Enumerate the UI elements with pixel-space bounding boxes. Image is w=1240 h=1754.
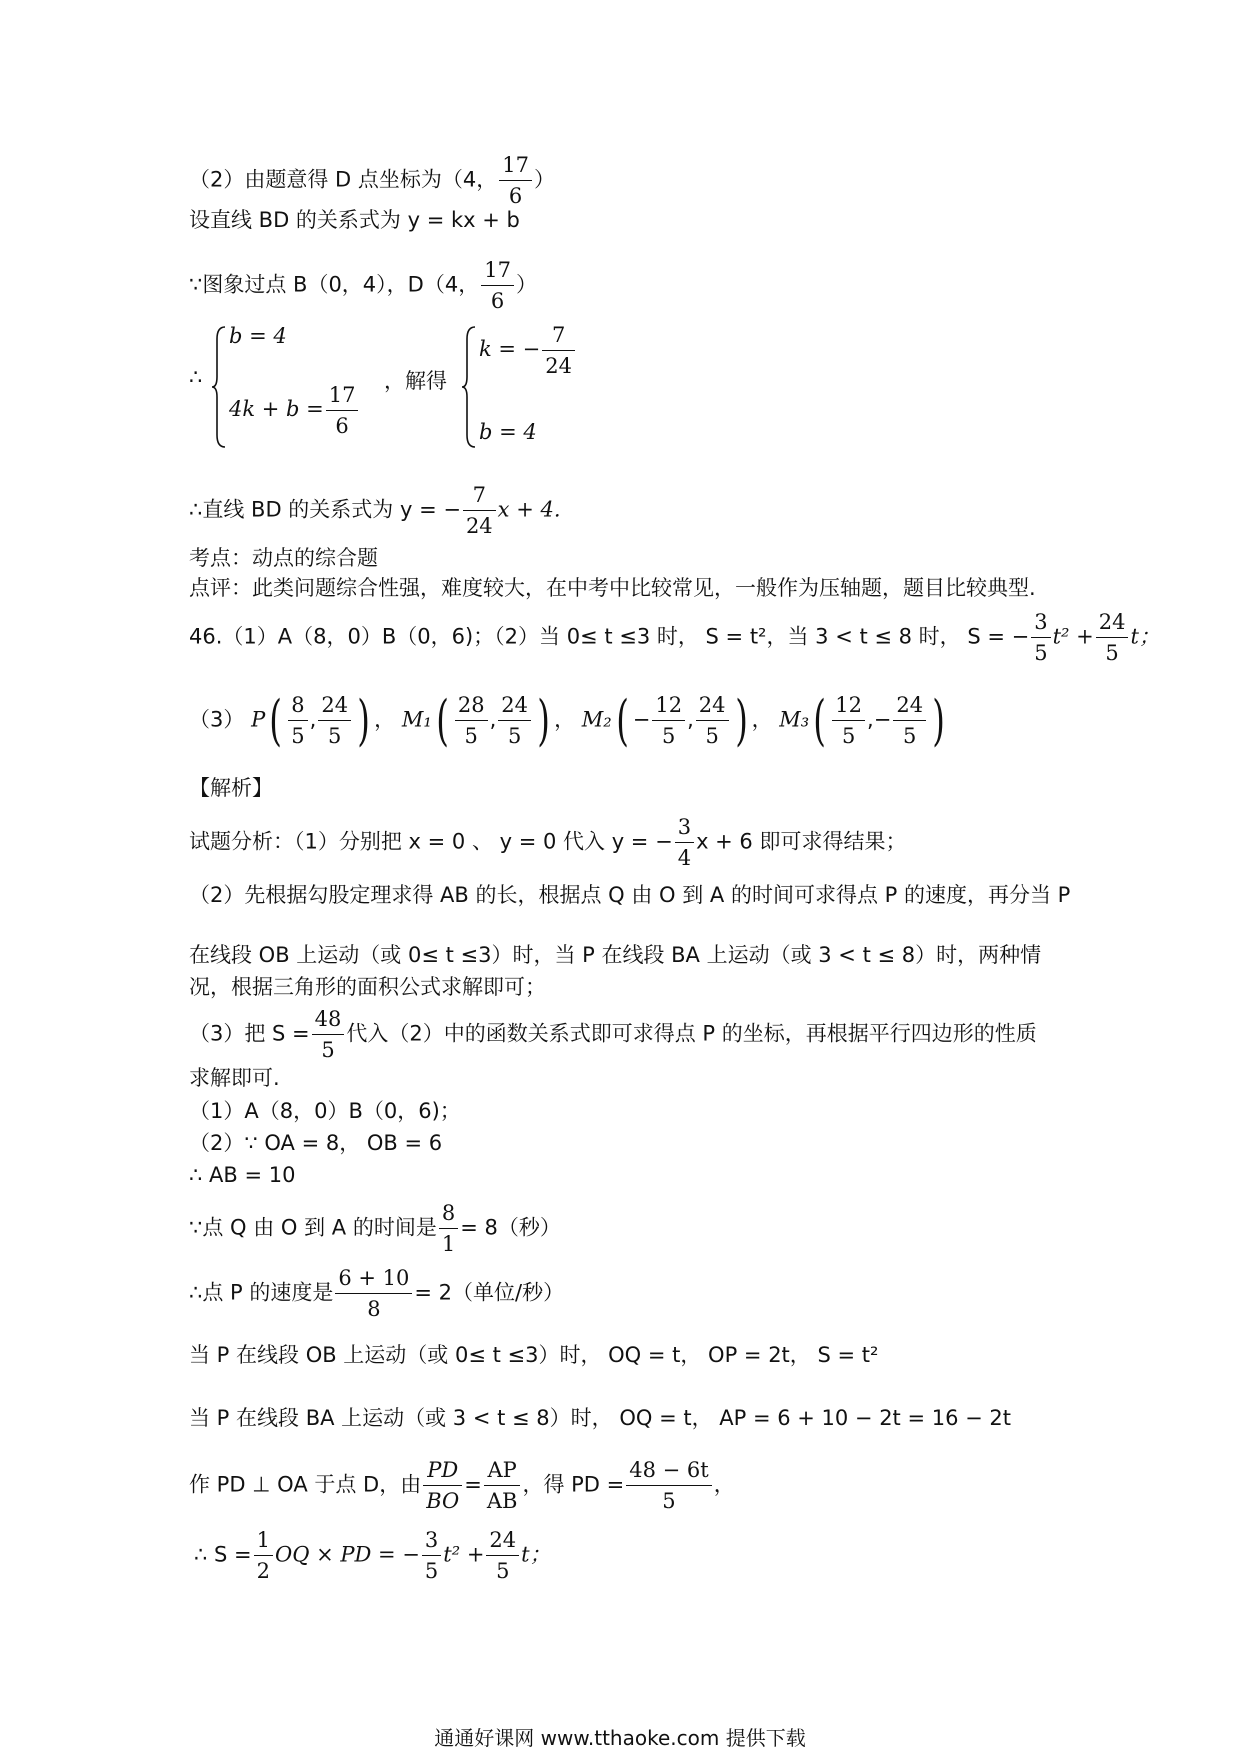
solution-6: 当 P 在线段 OB 上运动（或 0≤ t ≤3）时， OQ = t， OP = 2t， S = t² — [189, 1343, 879, 1367]
kaodian-line: 考点：动点的综合题 — [189, 546, 378, 570]
text: ∴直线 BD 的关系式为 y = − — [189, 497, 461, 522]
text: t； — [1130, 624, 1160, 649]
solution-3: ∴ AB = 10 — [189, 1163, 296, 1187]
fraction: $\frac{17}{6}$ — [481, 255, 514, 316]
text: 作 PD ⊥ OA 于点 D，由 — [189, 1472, 422, 1497]
fraction: $\frac{PD}{BO}$ — [423, 1455, 462, 1516]
fraction: $\frac{1}{2}$ — [254, 1525, 273, 1586]
fraction: $\frac{7}{24}$ — [463, 480, 496, 541]
fraction: $\frac{6 + 10}{8}$ — [335, 1263, 412, 1324]
point-label: M₁ — [401, 707, 432, 732]
text: ∵图象过点 B（0，4），D（4， — [189, 272, 480, 297]
fraction: $\frac{7}{24}$ — [542, 320, 575, 381]
left-brace-1 — [211, 325, 227, 450]
text: 46.（1）A（8，0）B（0，6)；（2）当 0≤ t ≤3 时， S = t²，当 3 < t ≤ 8 时， S = − — [189, 624, 1030, 649]
point-label: M₃ — [779, 707, 810, 732]
line-d-coordinate — [189, 150, 555, 211]
point-label: P — [251, 707, 266, 732]
line-bd-result — [189, 480, 561, 541]
analysis-3-line2: 求解即可. — [189, 1066, 280, 1090]
text: ， — [713, 1472, 735, 1497]
analysis-3 — [189, 1004, 1037, 1065]
fraction: $\frac{17}{6}$ — [326, 380, 359, 441]
text: ∴点 P 的速度是 — [189, 1280, 334, 1305]
equation: k = − $\frac{7}{24}$ — [479, 320, 577, 381]
dianping-line: 点评：此类问题综合性强，难度较大，在中考中比较常见，一般作为压轴题，题目比较典型. — [189, 576, 1036, 600]
text: 试题分析：（1）分别把 x = 0 、 y = 0 代入 y = − — [189, 829, 673, 854]
text: （3） — [189, 707, 245, 732]
analysis-2-line2: 在线段 OB 上运动（或 0≤ t ≤3）时，当 P 在线段 BA 上运动（或 3 < t ≤ 8）时，两种情 — [189, 943, 1042, 967]
text: ，得 PD = — [522, 1472, 625, 1497]
line-bd-form: 设直线 BD 的关系式为 y = kx + b — [189, 208, 520, 232]
text: t² + — [1052, 624, 1094, 649]
analysis-2-line1: （2）先根据勾股定理求得 AB 的长，根据点 Q 由 O 到 A 的时间可求得点 P 的速度，再分当 P — [189, 883, 1071, 907]
text: = 2（单位/秒） — [414, 1280, 565, 1305]
fraction: $\frac{48 - 6t}{5}$ — [626, 1455, 711, 1516]
text: ∴ S = — [194, 1542, 252, 1567]
fraction: $\frac{AP}{AB}$ — [484, 1455, 521, 1516]
fraction: $\frac{48}{5}$ — [312, 1004, 345, 1065]
text: ） — [533, 167, 555, 192]
fraction: $\frac{24}{5}$ — [486, 1525, 519, 1586]
therefore-symbol: ∴ — [189, 365, 203, 389]
fraction: $\frac{8}{1}$ — [439, 1198, 458, 1259]
page-footer: 通通好课网 www.tthaoke.com 提供下载 — [434, 1726, 806, 1750]
equation: b = 4 — [229, 324, 287, 348]
solution-1: （1）A（8，0）B（0，6)； — [189, 1099, 461, 1123]
fraction: $\frac{17}{6}$ — [499, 150, 532, 211]
equation: b = 4 — [479, 420, 537, 444]
text: ∵点 Q 由 O 到 A 的时间是 — [189, 1215, 437, 1240]
jiexi-heading: 【解析】 — [189, 776, 273, 800]
q46-answer — [189, 607, 1160, 668]
q46-points: （3） P( $\frac{8}{5}$ , $\frac{24}{5}$ ) ， M₁( $\frac{28}{5}$ , $\frac{24}{5}$ ) ， M₂( − $\frac{12}{5}$ , $\frac{24}{5}$ ) ， M₃( $\frac{12}{5}$ ,− $\frac{24}{5}$ ) — [189, 688, 945, 752]
solution-5 — [189, 1263, 564, 1324]
text: t； — [521, 1542, 551, 1567]
equation-system — [189, 320, 689, 460]
text: = — [464, 1472, 482, 1497]
point-label: M₂ — [581, 707, 612, 732]
left-brace-2 — [461, 325, 477, 450]
solution-8 — [189, 1455, 735, 1516]
text: 代入（2）中的函数关系式即可求得点 P 的坐标，再根据平行四边形的性质 — [346, 1021, 1037, 1046]
line-passes-points — [189, 255, 537, 316]
solution-7: 当 P 在线段 BA 上运动（或 3 < t ≤ 8）时， OQ = t， AP = 6 + 10 − 2t = 16 − 2t — [189, 1406, 1012, 1430]
fraction: $\frac{3}{4}$ — [675, 812, 694, 873]
fraction: $\frac{3}{5}$ — [422, 1525, 441, 1586]
solution-2: （2）∵ OA = 8， OB = 6 — [189, 1131, 443, 1155]
text: （2）由题意得 D 点坐标为（4， — [189, 167, 498, 192]
solution-9 — [194, 1525, 551, 1586]
text: （3）把 S = — [189, 1021, 310, 1046]
analysis-2-line3: 况，根据三角形的面积公式求解即可； — [189, 975, 546, 999]
text: t² + — [443, 1542, 485, 1567]
text: = 8（秒） — [460, 1215, 561, 1240]
text: ） — [515, 272, 537, 297]
solution-4 — [189, 1198, 561, 1259]
text: x + 6 即可求得结果； — [696, 829, 907, 854]
fraction: $\frac{24}{5}$ — [1096, 607, 1129, 668]
text: x + 4. — [497, 497, 561, 522]
text: ，解得 — [384, 369, 447, 393]
fraction: $\frac{3}{5}$ — [1031, 607, 1050, 668]
equation: 4k + b = $\frac{17}{6}$ — [229, 380, 360, 441]
analysis-1 — [189, 812, 906, 873]
text: OQ × PD = − — [275, 1542, 420, 1567]
